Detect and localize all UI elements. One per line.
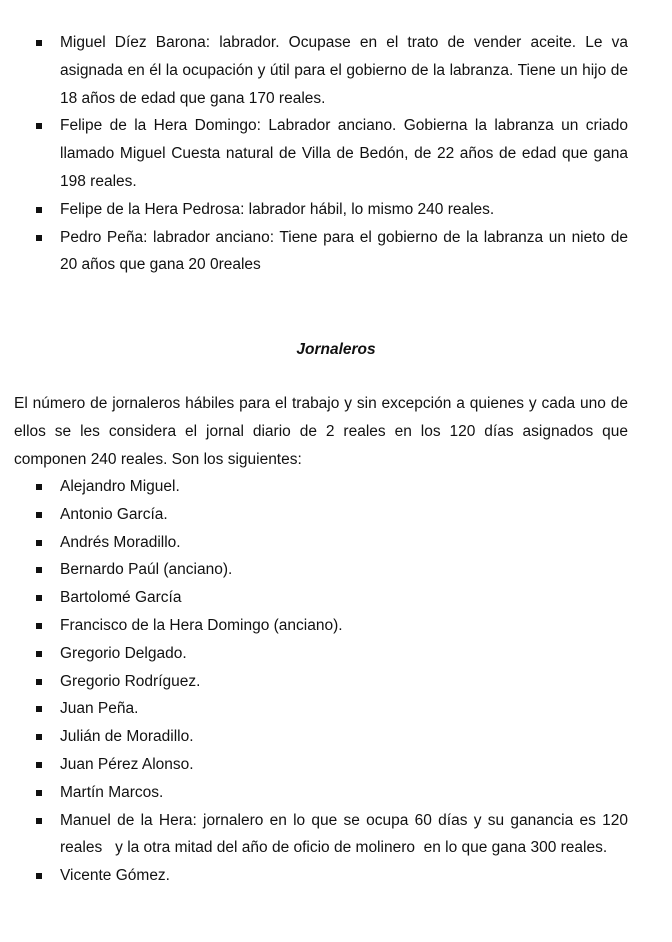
square-bullet-icon: [36, 762, 42, 768]
square-bullet-icon: [36, 623, 42, 629]
list-item-text: Martín Marcos.: [60, 783, 164, 801]
list-item: [0, 723, 672, 751]
list-item: [0, 112, 672, 195]
list-item-text: Manuel de la Hera: jornalero en lo que se ocupa 60 días y su ganancia es 120 reales y la otra mitad del año de oficio de molinero en lo que gana 300 reales.: [60, 811, 633, 857]
square-bullet-icon: [36, 123, 42, 129]
list-item-text: Juan Pérez Alonso.: [60, 755, 194, 773]
list-item: [0, 668, 672, 696]
square-bullet-icon: [36, 207, 42, 213]
section-heading: Jornaleros: [296, 341, 376, 358]
list-item: [0, 556, 672, 584]
square-bullet-icon: [36, 873, 42, 879]
labradores-list: [0, 29, 672, 279]
list-item: [0, 584, 672, 612]
list-item-text: Bernardo Paúl (anciano).: [60, 561, 233, 579]
list-item-text: Felipe de la Hera Domingo: Labrador anciano. Gobierna la labranza un criado llamado Miguel Cuesta natural de Villa de Bedón, de 22 años de edad que gana 198 reales.: [60, 117, 628, 190]
square-bullet-icon: [36, 734, 42, 740]
square-bullet-icon: [36, 790, 42, 796]
list-item-text: Gregorio Rodríguez.: [60, 672, 201, 690]
list-item-text: Vicente Gómez.: [60, 867, 170, 885]
square-bullet-icon: [36, 540, 42, 546]
square-bullet-icon: [36, 595, 42, 601]
list-item: [0, 640, 672, 668]
list-item-text: Miguel Díez Barona: labrador. Ocupase en el trato de vender aceite. Le va asignada en él la ocupación y útil para el gobierno de la labranza. Tiene un hijo de 18 años de edad que gana 170 reales.: [60, 34, 628, 107]
square-bullet-icon: [36, 651, 42, 657]
square-bullet-icon: [36, 679, 42, 685]
jornaleros-list: [0, 473, 672, 890]
list-item: [0, 501, 672, 529]
list-item: [0, 779, 672, 807]
list-item: [0, 224, 672, 280]
list-item-text: Alejandro Miguel.: [60, 478, 180, 495]
list-item-text: Bartolomé García: [60, 589, 182, 607]
square-bullet-icon: [36, 512, 42, 518]
square-bullet-icon: [36, 484, 42, 490]
list-item: [0, 29, 672, 112]
list-item: [0, 196, 672, 224]
list-item-text: Juan Peña.: [60, 700, 139, 718]
list-item: [0, 695, 672, 723]
list-item-text: Gregorio Delgado.: [60, 644, 187, 662]
list-item-text: Antonio García.: [60, 505, 168, 523]
square-bullet-icon: [36, 235, 42, 241]
square-bullet-icon: [36, 567, 42, 573]
list-item: [0, 862, 672, 890]
list-item: [0, 751, 672, 779]
list-item-text: Felipe de la Hera Pedrosa: labrador hábil, lo mismo 240 reales.: [60, 200, 495, 218]
list-item-text: Francisco de la Hera Domingo (anciano).: [60, 616, 343, 634]
list-item-text: Julián de Moradillo.: [60, 728, 194, 746]
square-bullet-icon: [36, 818, 42, 824]
list-item: [0, 807, 672, 863]
square-bullet-icon: [36, 40, 42, 46]
list-item-text: Andrés Moradillo.: [60, 533, 181, 551]
list-item: [0, 612, 672, 640]
list-item: [0, 473, 672, 501]
intro-paragraph: El número de jornaleros hábiles para el trabajo y sin excepción a quienes y cada uno de ellos se les considera el jornal diario de 2 reales en los 120 días asignados que componen 240 reales. Son los siguientes:: [14, 395, 628, 468]
square-bullet-icon: [36, 706, 42, 712]
list-item: [0, 529, 672, 557]
list-item-text: Pedro Peña: labrador anciano: Tiene para el gobierno de la labranza un nieto de 20 años que gana 20 0reales: [60, 228, 628, 274]
